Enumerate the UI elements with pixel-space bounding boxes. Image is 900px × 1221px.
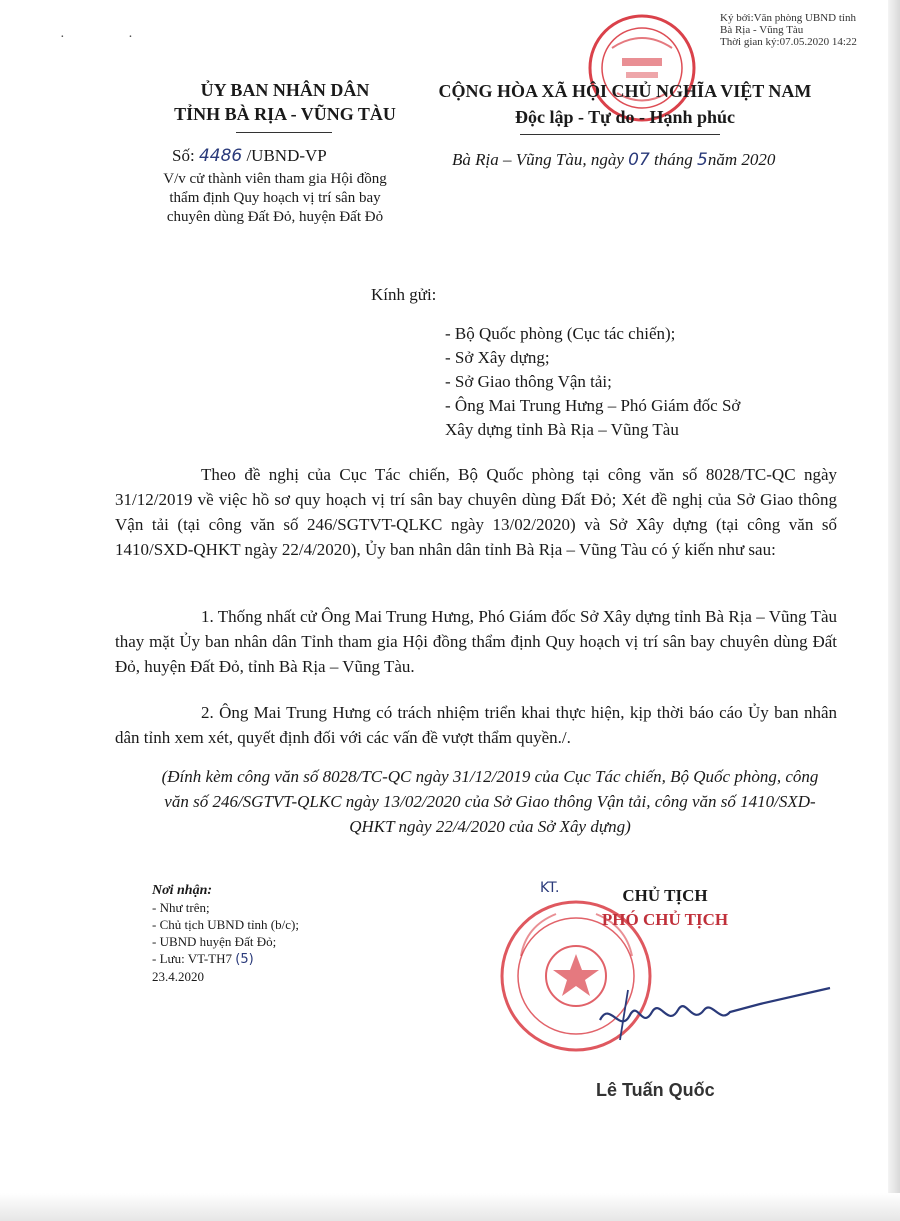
distribution-list xyxy=(152,882,299,985)
recipient-item: - Bộ Quốc phòng (Cục tác chiến); xyxy=(445,324,676,343)
agency-line-2: TỈNH BÀ RỊA - VŨNG TÀU xyxy=(174,104,396,124)
date-day: 07 xyxy=(628,150,650,170)
doc-number-handwritten: 4486 xyxy=(198,146,243,166)
date-place: Bà Rịa – Vũng Tàu, ngày xyxy=(452,150,629,169)
signature-title xyxy=(545,884,785,932)
salutation: Kính gửi: xyxy=(371,285,437,304)
distribution-date: 23.4.2020 xyxy=(152,969,204,984)
distribution-item: - UBND huyện Đất Đỏ; xyxy=(152,934,277,949)
national-motto: Độc lập - Tự do - Hạnh phúc xyxy=(514,107,736,127)
recipient-item: Xây dựng tỉnh Bà Rịa – Vũng Tàu xyxy=(445,420,679,439)
doc-number-suffix: /UBND-VP xyxy=(242,146,327,165)
scan-marks: · · xyxy=(60,30,163,45)
scan-edge-bottom xyxy=(0,1193,900,1221)
signer-name: Lê Tuấn Quốc xyxy=(596,1080,715,1100)
item-1-paragraph: 1. Thống nhất cử Ông Mai Trung Hưng, Phó Giám đốc Sở Xây dựng tỉnh Bà Rịa – Vũng Tàu thay mặt Ủy ban nhân dân Tỉnh tham gia Hội đồng thẩm định Quy hoạch vị trí sân bay chuyên dùng Đất Đỏ, huyện Đất Đỏ, tỉnh Bà Rịa – Vũng Tàu. xyxy=(115,607,837,676)
item-2-paragraph: 2. Ông Mai Trung Hưng có trách nhiệm triển khai thực hiện, kịp thời báo cáo Ủy ban nhân dân tỉnh xem xét, quyết định đối với các vấn đề vượt thẩm quyền./. xyxy=(115,703,837,747)
scan-edge-right xyxy=(888,0,900,1221)
recipient-item: - Sở Xây dựng; xyxy=(445,348,550,367)
signature-time: Thời gian ký:07.05.2020 14:22 xyxy=(720,36,857,48)
date-month-label: tháng xyxy=(649,150,698,169)
date-month: 5 xyxy=(697,150,708,170)
digital-signature-info xyxy=(720,12,857,48)
national-header xyxy=(415,78,835,130)
distribution-item: - Như trên; xyxy=(152,900,210,915)
issuing-agency xyxy=(150,78,420,126)
agency-underline xyxy=(236,132,332,133)
distribution-item: - Lưu: VT-TH7 (5) xyxy=(152,951,254,967)
recipient-list xyxy=(445,322,740,442)
agency-line-1: ỦY BAN NHÂN DÂN xyxy=(200,80,370,100)
place-and-date xyxy=(452,150,775,170)
document-subject: V/v cử thành viên tham gia Hội đồng thẩm định Quy hoạch vị trí sân bay chuyên dùng Đất Đỏ, huyện Đất Đỏ xyxy=(163,171,387,225)
distribution-heading: Nơi nhận: xyxy=(152,883,213,898)
signature-signer: Ký bởi:Văn phòng UBND tỉnh xyxy=(720,12,856,24)
distribution-item: - Chủ tịch UBND tỉnh (b/c); xyxy=(152,917,299,932)
handwritten-signature xyxy=(580,980,850,1050)
doc-number-prefix: Số: xyxy=(172,146,199,165)
recipient-item: - Sở Giao thông Vận tải; xyxy=(445,372,612,391)
signature-handwritten-prefix: KT. xyxy=(540,880,560,896)
date-year: năm 2020 xyxy=(707,150,776,169)
nation-name: CỘNG HÒA XÃ HỘI CHỦ NGHĨA VIỆT NAM xyxy=(438,81,812,101)
document-number xyxy=(172,146,327,166)
attachment-note: (Đính kèm công văn số 8028/TC-QC ngày 31/12/2019 của Cục Tác chiến, Bộ Quốc phòng, công văn số 246/SGTVT-QLKC ngày 13/02/2020 của Sở Giao thông Vận tải, công văn số 1410/SXD-QHKT ngày 22/4/2020 của Sở Xây dựng) xyxy=(161,767,819,836)
signature-title-sub: PHÓ CHỦ TỊCH xyxy=(601,910,729,929)
signature-title-main: CHỦ TỊCH xyxy=(622,886,708,905)
recipient-item: - Ông Mai Trung Hưng – Phó Giám đốc Sở xyxy=(445,396,741,415)
signature-location: Bà Rịa - Vũng Tàu xyxy=(720,24,804,36)
distribution-count-handwritten: (5) xyxy=(235,952,254,967)
intro-paragraph: Theo đề nghị của Cục Tác chiến, Bộ Quốc phòng tại công văn số 8028/TC-QC ngày 31/12/2019 về việc hồ sơ quy hoạch vị trí sân bay chuyên dùng Đất Đỏ; Xét đề nghị của Sở Giao thông Vận tải (tại công văn số 246/SGTVT-QLKC ngày 13/02/2020) và Sở Xây dựng (tại công văn số 1410/SXD-QHKT ngày 22/4/2020), Ủy ban nhân dân tỉnh Bà Rịa – Vũng Tàu có ý kiến như sau: xyxy=(115,465,837,559)
motto-underline xyxy=(520,134,720,135)
